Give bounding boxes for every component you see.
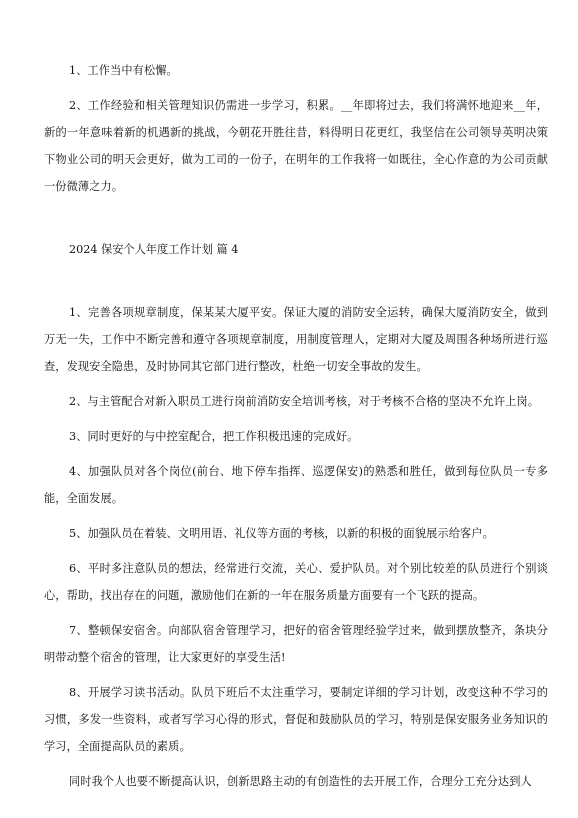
spacer	[44, 415, 548, 423]
paragraph-1: 1、工作当中有松懈。	[69, 64, 178, 77]
spacer	[44, 512, 548, 520]
spacer	[44, 450, 548, 458]
spacer	[44, 263, 548, 299]
plan-item-5: 5、加强队员在着装、文明用语、礼仪等方面的考核，以新的积极的面貌展示给客户。	[69, 527, 494, 540]
spacer	[44, 760, 548, 768]
closing-paragraph: 同时我个人也要不断提高认识，创新思路主动的有创造性的去开展工作，合理分工充分达到人	[69, 775, 532, 788]
spacer	[44, 200, 548, 236]
plan-item-3: 3、同时更好的与中控室配合，把工作积极迅速的完成好。	[69, 430, 359, 443]
plan-item-1: 1、完善各项规章制度，保某某大厦平安。保证大厦的消防安全运转，确保大厦消防安全，做到万无一失，工作中不断完善和遵守各项规章制度，用制度管理人，定期对大厦及周围各种场所进行巡查，发现安全隐患，及时协同其它部门进行整改，杜绝一切安全事故的发生。	[44, 306, 548, 373]
plan-item-2: 2、与主管配合对新入职员工进行岗前消防安全培训考核，对于考核不合格的坚决不允许上岗。	[69, 395, 540, 408]
plan-item-7: 7、整顿保安宿舍。向部队宿舍管理学习，把好的宿舍管理经验学过来，做到摆放整齐，条块分明带动整个宿舍的管理，让大家更好的享受生活!	[44, 624, 548, 664]
plan-item-8: 8、开展学习读书活动。队员下班后不太注重学习，要制定详细的学习计划，改变这种不学习的习惯，多发一些资料，或者写学习心得的形式，督促和鼓励队员的学习，特别是保安服务业务知识的学习，全面提高队员的素质。	[44, 686, 548, 753]
plan-item-6: 6、平时多注意队员的想法，经常进行交流，关心、爱护队员。对个别比较差的队员进行个别谈心，帮助，找出存在的问题，激励他们在新的一年在服务质量方面要有一个飞跃的提高。	[44, 562, 548, 602]
spacer	[44, 380, 548, 388]
spacer	[44, 84, 548, 92]
spacer	[44, 547, 548, 555]
plan-item-4: 4、加强队员对各个岗位(前台、地下停车指挥、巡逻保安)的熟悉和胜任，做到每位队员一专多能，全面发展。	[44, 465, 548, 505]
spacer	[44, 609, 548, 617]
paragraph-2: 2、工作经验和相关管理知识仍需进一步学习，积累。__年即将过去，我们将满怀地迎来__年，新的一年意味着新的机遇新的挑战，今朝花开胜往昔，料得明日花更红，我坚信在公司领导英明决策下物业公司的明天会更好，做为工司的一份子，在明年的工作我将一如既往，全心作意的为公司贡献一份微薄之力。	[44, 99, 548, 193]
section-title: 2024 保安个人年度工作计划 篇 4	[69, 243, 239, 256]
spacer	[44, 671, 548, 679]
